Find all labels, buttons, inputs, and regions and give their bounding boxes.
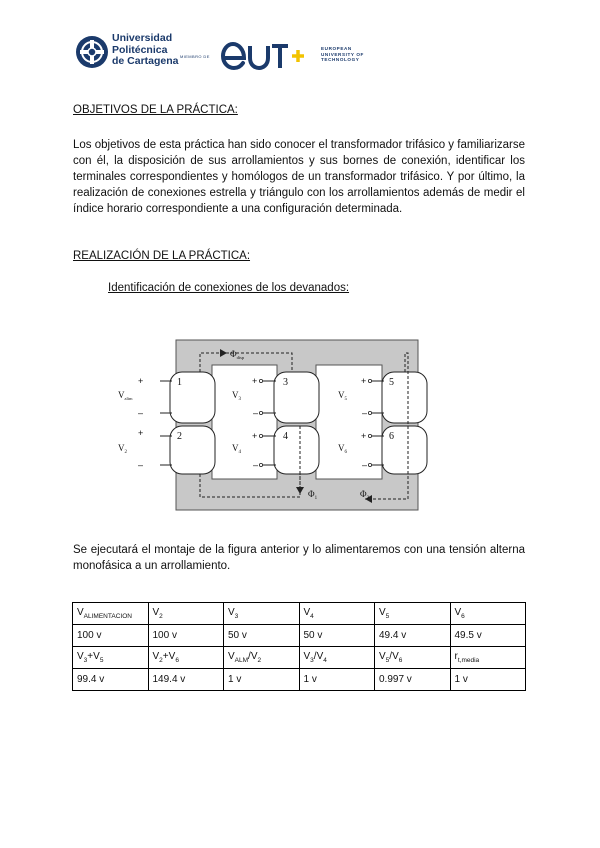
table-cell: 50 v — [224, 625, 300, 647]
table-cell: $V_5/V_6$ — [375, 647, 451, 669]
university-name — [112, 33, 179, 68]
polarity-plus: + — [252, 431, 258, 441]
transformer-core — [176, 340, 418, 510]
table-row — [73, 647, 526, 669]
terminal-dot — [259, 411, 262, 414]
svg-text:V3 — [232, 390, 242, 402]
label-v-alim-sub: alim — [124, 396, 133, 401]
polarity-minus: – — [362, 460, 368, 470]
eut-logo-icon — [222, 38, 304, 72]
table-cell: 49.4 v — [375, 625, 451, 647]
svg-text:Valim — [118, 390, 133, 401]
member-label: MIEMBRO DE — [180, 54, 210, 59]
table-cell: 0.997 v — [375, 669, 451, 691]
connections-subheading: Identificación de conexiones de los devanados: — [108, 282, 350, 294]
label-v4: V — [232, 443, 239, 453]
label-phi-disp-sub: disp — [236, 355, 245, 360]
upct-logo-icon — [75, 35, 109, 69]
polarity-plus: + — [252, 376, 258, 386]
terminal-dot — [259, 463, 262, 466]
table-cell: $V_4$ — [299, 603, 375, 625]
polarity-plus: + — [138, 376, 144, 386]
table-row — [73, 603, 526, 625]
table-cell: 50 v — [299, 625, 375, 647]
table-cell: 149.4 v — [148, 669, 224, 691]
table-cell: $V_2+V_6$ — [148, 647, 224, 669]
label-v-alim: V — [118, 390, 125, 400]
svg-text:V6 — [338, 443, 348, 455]
winding-number: 5 — [389, 377, 394, 388]
label-v4-sub: 4 — [238, 450, 241, 455]
table-cell: $V_{ALM}/V_2$ — [224, 647, 300, 669]
table-cell: 1 v — [224, 669, 300, 691]
svg-text:V5 — [338, 390, 348, 402]
table-cell: 1 v — [450, 669, 526, 691]
university-line-1: Universidad — [112, 32, 173, 44]
label-phi1-sub: 1 — [314, 496, 318, 501]
terminal-dot — [368, 379, 371, 382]
table-cell: 100 v — [73, 625, 149, 647]
svg-text:V2 — [118, 443, 128, 455]
terminal-dot — [259, 434, 262, 437]
university-line-2: Politécnica — [112, 43, 168, 56]
coil-3 — [274, 372, 319, 423]
label-phi-disp: Φ — [230, 349, 237, 359]
table-cell: $V_3+V_5$ — [73, 647, 149, 669]
table-cell: 100 v — [148, 625, 224, 647]
table-row — [73, 669, 526, 691]
eut-line-3: TECHNOLOGY — [321, 57, 360, 63]
objectives-heading: OBJETIVOS DE LA PRÁCTICA: — [73, 104, 238, 116]
svg-text:V4 — [232, 443, 242, 455]
transformer-diagram — [118, 327, 435, 521]
montage-description: Se ejecutará el montaje de la figura anterior y lo alimentaremos con una tensión alterna monofásica a un arrollamiento. — [73, 544, 525, 572]
table-cell: 49.5 v — [450, 625, 526, 647]
winding-number: 1 — [177, 377, 182, 388]
table-cell: $r_{t,media}$ — [450, 647, 526, 669]
terminal-dot — [368, 434, 371, 437]
table-cell: $V_5$ — [375, 603, 451, 625]
table-cell: 1 v — [299, 669, 375, 691]
table-cell: $V_2$ — [148, 603, 224, 625]
polarity-plus: + — [138, 428, 144, 438]
label-v3: V — [232, 390, 239, 400]
objectives-paragraph: Los objetivos de esta práctica han sido conocer el transformador trifásico y familiarizarse con él, la disposición de sus arrollamientos y sus bornes de conexión, identificar los terminales correspondientes y homólogos de un transformador trifásico. Y por último, la realización de conexiones estrella y triángulo con los arrollamientos además de medir el índice horario correspondiente a una configuración determinada. — [73, 139, 525, 215]
table-cell: $V_{ALIMENTACION}$ — [73, 603, 149, 625]
table-cell: $V_3/V_4$ — [299, 647, 375, 669]
winding-number: 2 — [177, 431, 182, 442]
coil-4 — [274, 426, 319, 474]
winding-number: 6 — [389, 431, 394, 442]
table-cell: $V_3$ — [224, 603, 300, 625]
label-phi2: Φ — [360, 489, 367, 499]
realization-heading: REALIZACIÓN DE LA PRÁCTICA: — [73, 250, 251, 262]
eut-name — [321, 46, 364, 63]
winding-number: 4 — [283, 431, 288, 442]
measurements-table — [72, 602, 526, 691]
label-v2: V — [118, 443, 125, 453]
label-phi2-sub: 2 — [366, 496, 370, 501]
polarity-minus: – — [138, 460, 144, 470]
eut-line-1: EUROPEAN — [321, 46, 352, 51]
university-line-3: de Cartagena — [112, 55, 179, 67]
terminal-dot — [368, 463, 371, 466]
label-v5-sub: 5 — [344, 397, 347, 402]
polarity-plus: + — [361, 376, 367, 386]
label-v6-sub: 6 — [344, 450, 347, 455]
table-cell: $V_6$ — [450, 603, 526, 625]
label-v2-sub: 2 — [124, 450, 127, 455]
polarity-minus: – — [138, 408, 144, 418]
label-phi1: Φ — [308, 489, 315, 499]
terminal-dot — [259, 379, 262, 382]
label-v3-sub: 3 — [238, 397, 241, 402]
label-v6: V — [338, 443, 345, 453]
polarity-minus: – — [362, 408, 368, 418]
terminal-dot — [368, 411, 371, 414]
polarity-plus: + — [361, 431, 367, 441]
table-row — [73, 625, 526, 647]
table-cell: 99.4 v — [73, 669, 149, 691]
label-v5: V — [338, 390, 345, 400]
winding-number: 3 — [283, 377, 288, 388]
polarity-minus: – — [253, 408, 259, 418]
eut-line-2: UNIVERSITY OF — [321, 51, 364, 57]
polarity-minus: – — [253, 460, 259, 470]
